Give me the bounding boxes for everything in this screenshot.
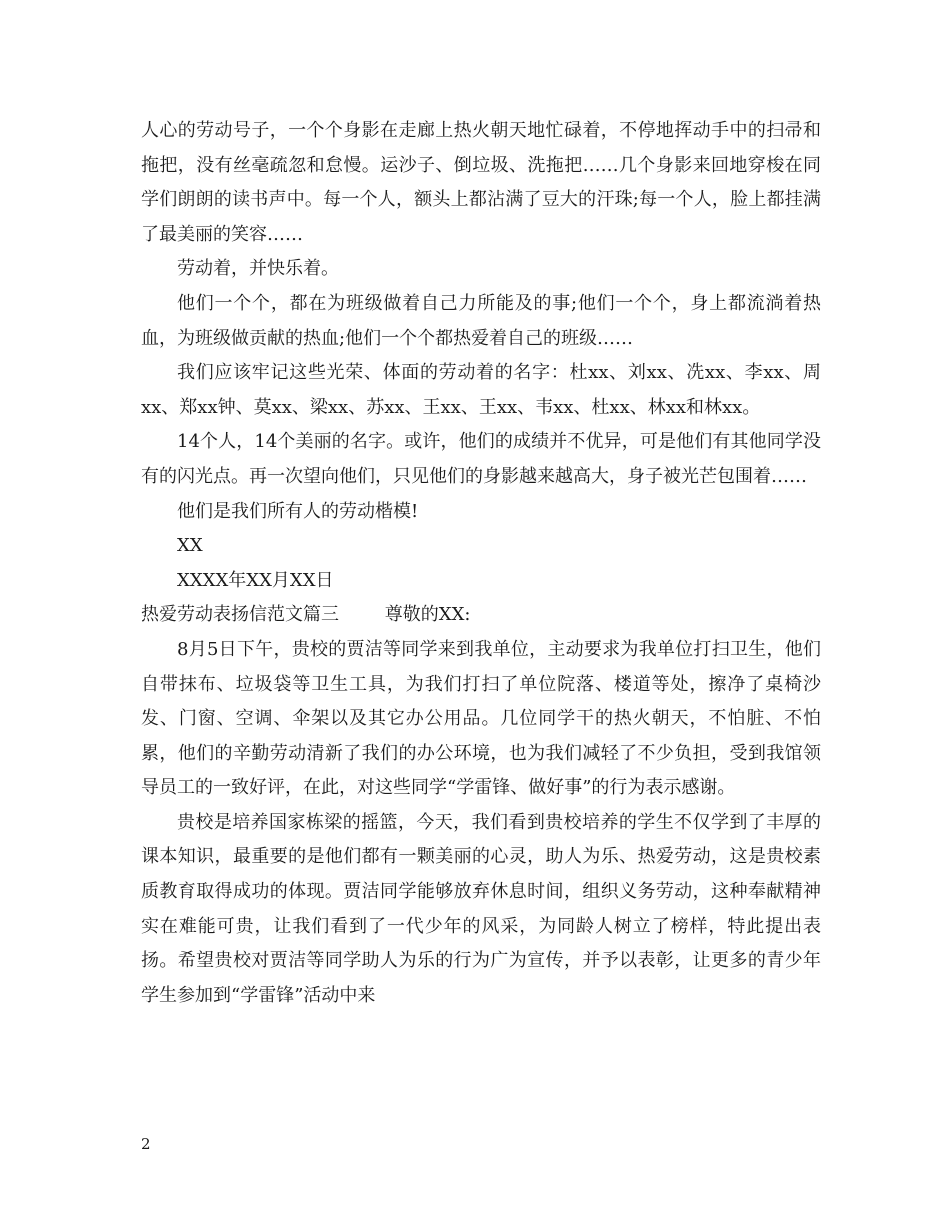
letter-paragraph: 贵校是培养国家栋梁的摇篮，今天，我们看到贵校培养的学生不仅学到了丰厚的课本知识，最重要的是他们都有一颗美丽的心灵，助人为乐、热爱劳动，这是贵校素质教育取得成功的体现。贾洁同学能够放弃休息时间，组织义务劳动，这种奉献精神实在难能可贵，让我们看到了一代少年的风采，为同龄人树立了榜样，特此提出表扬。希望贵校对贾洁等同学助人为乐的行为广为宣传，并予以表彰，让更多的青少年学生参加到“学雷锋”活动中来: [141, 811, 821, 1006]
paragraph: 劳动着，并快乐着。: [177, 258, 339, 280]
paragraph: 我们应该牢记这些光荣、体面的劳动着的名字：杜xx、刘xx、冼xx、李xx、周xx、郑xx钟、莫xx、梁xx、苏xx、王xx、王xx、韦xx、杜xx、林xx和林xx。: [141, 362, 821, 418]
signature-name: XX: [177, 535, 203, 557]
letter-paragraph: 8月5日下午，贵校的贾洁等同学来到我单位，主动要求为我单位打扫卫生，他们自带抹布、垃圾袋等卫生工具，为我们打扫了单位院落、楼道等处，擦净了桌椅沙发、门窗、空调、伞架以及其它办公用品。几位同学干的热火朝天，不怕脏、不怕累，他们的辛勤劳动清新了我们的办公环境，也为我们减轻了不少负担，受到我馆领导员工的一致好评，在此，对这些同学“学雷锋、做好事”的行为表示感谢。: [141, 638, 821, 799]
section-heading-line: [141, 598, 821, 633]
paragraph: 他们一个个，都在为班级做着自己力所能及的事;他们一个个，身上都流淌着热血，为班级做贡献的热血;他们一个个都热爱着自己的班级……: [141, 292, 821, 349]
paragraph-continuation: 人心的劳动号子，一个个身影在走廊上热火朝天地忙碌着，不停地挥动手中的扫帚和拖把，没有丝毫疏忽和怠慢。运沙子、倒垃圾、洗拖把……几个身影来回地穿梭在同学们朗朗的读书声中。每一个人，额头上都沾满了豆大的汗珠;每一个人，脸上都挂满了最美丽的笑容……: [141, 120, 821, 245]
signature-date: XXXX年XX月XX日: [177, 569, 334, 591]
section-heading: 热爱劳动表扬信范文篇三: [141, 604, 339, 626]
page-number: 2: [141, 1135, 151, 1153]
paragraph: 他们是我们所有人的劳动楷模!: [177, 500, 419, 522]
paragraph: 14个人，14个美丽的名字。或许，他们的成绩并不优异，可是他们有其他同学没有的闪光点。再一次望向他们，只见他们的身影越来越高大，身子被光芒包围着……: [141, 431, 821, 487]
document-body: [141, 114, 821, 1013]
salutation: 尊敬的XX:: [384, 604, 471, 626]
